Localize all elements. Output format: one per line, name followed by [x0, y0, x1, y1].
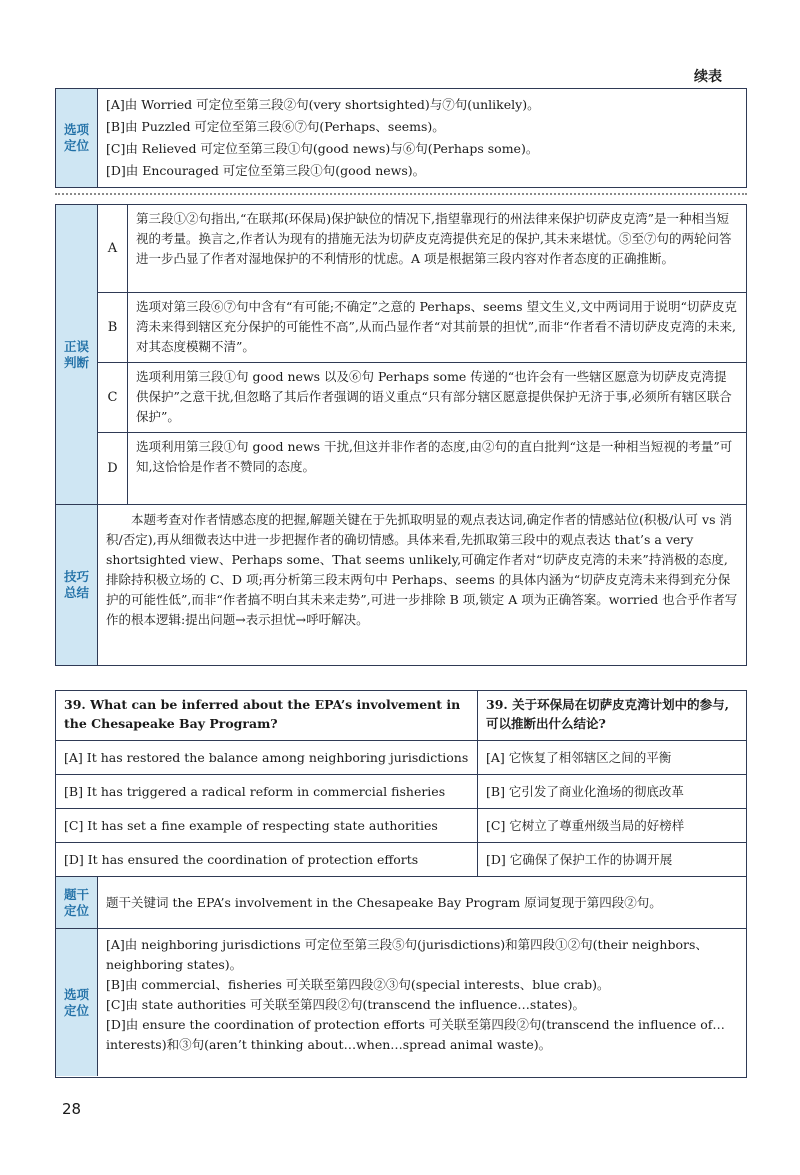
location-line-c: [C]由 Relieved 可定位至第三段①句(good news)与⑥句(Perhaps some)。: [106, 141, 539, 156]
tips-label: 技巧总结: [56, 505, 98, 665]
stem-location-text: 题干关键词 the EPA’s involvement in the Chesapeake Bay Program 原词复现于第四段②句。: [106, 894, 662, 910]
stem-location-label: 题干定位: [56, 877, 98, 928]
option-analysis: 第三段①②句指出,“在联邦(环保局)保护缺位的情况下,指望靠现行的州法律来保护切萨皮克湾”是一种相当短视的考量。换言之,作者认为现有的措施无法为切萨皮克湾提供充足的保护,其未来堪忧。⑤至⑦句的两轮问答进一步凸显了作者对湿地保护的不利情形的忧虑。A 项是根据第三段内容对作者态度的正确推断。: [136, 211, 732, 266]
option-analysis: 选项利用第三段①句 good news 干扰,但这并非作者的态度,由②句的直白批判“这是一种相当短视的考量”可知,这恰恰是作者不赞同的态度。: [136, 439, 733, 474]
continued-label: 续表: [694, 69, 722, 85]
choice-d-en: [D] It has ensured the coordination of protection efforts: [56, 843, 478, 876]
option-location-label: 选项定位: [56, 929, 98, 1076]
locate-line-c: [C]由 state authorities 可关联至第四段②句(transcend the influence…states)。: [106, 997, 586, 1012]
choice-d-zh: [D] 它确保了保护工作的协调开展: [486, 852, 673, 867]
analysis-table: [55, 204, 747, 666]
question-chinese: 39. 关于环保局在切萨皮克湾计划中的参与,可以推断出什么结论?: [486, 697, 729, 731]
choice-c-zh: [C] 它树立了尊重州级当局的好榜样: [486, 818, 685, 833]
choice-b-zh: [B] 它引发了商业化渔场的彻底改革: [486, 784, 684, 799]
question-table: [55, 690, 747, 1078]
option-location-table: [55, 88, 747, 188]
page-number: 28: [62, 1100, 82, 1118]
locate-line-b: [B]由 commercial、fisheries 可关联至第四段②③句(special interests、blue crab)。: [106, 977, 610, 992]
choice-a-zh: [A] 它恢复了相邻辖区之间的平衡: [486, 750, 672, 765]
option-letter: B: [98, 293, 128, 362]
tips-text: 本题考查对作者情感态度的把握,解题关键在于先抓取明显的观点表达词,确定作者的情感站位(积极/认可 vs 消积/否定),再从细微表达中进一步把握作者的确切情感。具体来看,先抓取第三段中的观点表达 that’s a very shortsighted view、Perhaps some、That seems unlikely,可确定作者对“切萨皮克湾的未来”持消极的态度,排除持积极立场的 C、D 项;再分析第三段末两句中 Perhaps、seems 的具体内涵为“切萨皮克湾未来得到充分保护的可能性低”,而非“作者搞不明白其未来走势”,可进一步排除 B 项,锁定 A 项为正确答案。worried 也合乎作者写作的根本逻辑:提出问题→表示担忧→呼吁解决。: [106, 512, 738, 627]
option-letter: C: [98, 363, 128, 432]
choice-c-en: [C] It has set a fine example of respecting state authorities: [56, 809, 478, 842]
choice-b-en: [B] It has triggered a radical reform in commercial fisheries: [56, 775, 478, 808]
location-line-d: [D]由 Encouraged 可定位至第三段①句(good news)。: [106, 163, 426, 178]
location-line-b: [B]由 Puzzled 可定位至第三段⑥⑦句(Perhaps、seems)。: [106, 119, 445, 134]
option-analysis: 选项利用第三段①句 good news 以及⑥句 Perhaps some 传递的“也许会有一些辖区愿意为切萨皮克湾提供保护”之意干扰,但忽略了其后作者强调的语义重点“只有部分辖区愿意提供保护无济于事,必须所有辖区联合保护”。: [136, 369, 732, 424]
option-letter: A: [98, 205, 128, 292]
locate-line-a: [A]由 neighboring jurisdictions 可定位至第三段⑤句(jurisdictions)和第四段①②句(their neighbors、neighboring states)。: [106, 937, 708, 972]
option-letter: D: [98, 433, 128, 504]
option-location-label: 选项定位: [56, 89, 98, 187]
choice-a-en: [A] It has restored the balance among neighboring jurisdictions: [56, 741, 478, 774]
locate-line-d: [D]由 ensure the coordination of protection efforts 可关联至第四段②句(transcend the influence of…interests)和③句(aren’t thinking about…when…spread animal waste)。: [106, 1017, 725, 1052]
analysis-label: 正误判断: [56, 205, 98, 504]
location-line-a: [A]由 Worried 可定位至第三段②句(very shortsighted)与⑦句(unlikely)。: [106, 97, 540, 112]
section-divider: [55, 193, 747, 195]
option-analysis: 选项对第三段⑥⑦句中含有“有可能;不确定”之意的 Perhaps、seems 望文生义,文中两词用于说明“切萨皮克湾未来得到辖区充分保护的可能性不高”,从而凸显作者“对其前景的担忧”,而非“作者看不清切萨皮克湾的未来,对其态度模糊不清”。: [136, 299, 737, 354]
question-english: 39. What can be inferred about the EPA’s involvement in the Chesapeake Bay Program?: [56, 691, 478, 740]
